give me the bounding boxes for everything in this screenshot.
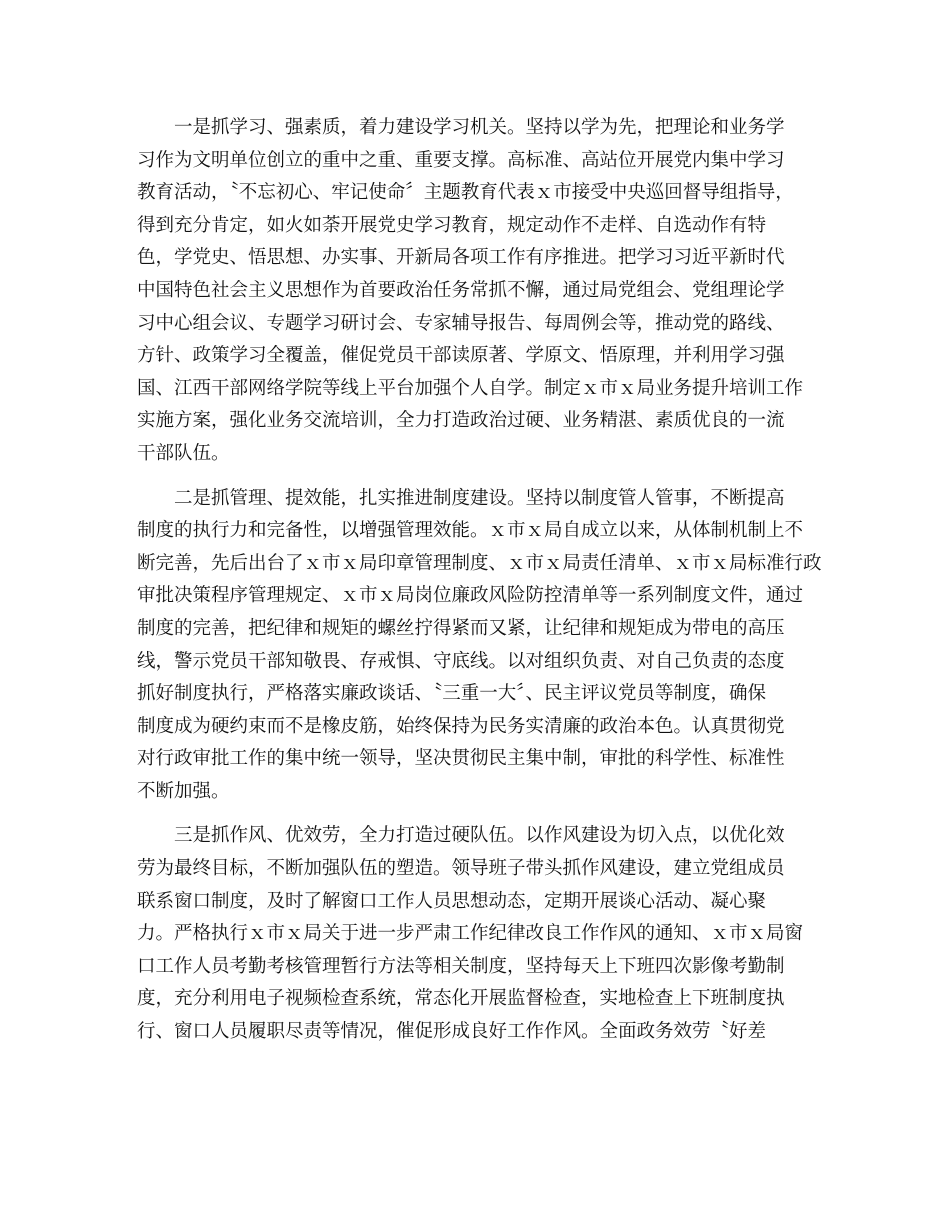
text-line: 断完善，先后出台了ｘ市ｘ局印章管理制度、ｘ市ｘ局责任清单、ｘ市ｘ局标准行政 (137, 552, 822, 574)
text-line: 线，警示党员干部知敬畏、存戒惧、守底线。以对组织负责、对自己负责的态度 (137, 650, 785, 672)
text-line: 国、江西干部网络学院等线上平台加强个人自学。制定ｘ市ｘ局业务提升培训工作 (137, 377, 804, 399)
text-line: 口工作人员考勤考核管理暂行方法等相关制度，坚持每天上下班四次影像考勤制 (137, 955, 785, 977)
text-line: 制度的执行力和完备性，以增强管理效能。ｘ市ｘ局自成立以来，从体制机制上不 (137, 520, 804, 542)
text-line: 得到充分肯定，如火如荼开展党史学习教育，规定动作不走样、自选动作有特 (137, 214, 767, 236)
text-line: 习中心组会议、专题学习研讨会、专家辅导报告、每周例会等，推动党的路线、 (137, 312, 785, 334)
paragraph-study (137, 112, 817, 471)
text-line: 力。严格执行ｘ市ｘ局关于进一步严肃工作纪律改良工作作风的通知、ｘ市ｘ局窗 (137, 923, 804, 945)
text-line: 三是抓作风、优效劳，全力打造过硬队伍。以作风建设为切入点，以优化效 (174, 825, 785, 847)
text-line: 一是抓学习、强素质，着力建设学习机关。坚持以学为先，把理论和业务学 (174, 117, 785, 138)
text-line: 制度的完善，把纪律和规矩的螺丝拧得紧而又紧，让纪律和规矩成为带电的高压 (137, 617, 785, 639)
text-line: 习作为文明单位创立的重中之重、重要支撑。高标准、高站位开展党内集中学习 (137, 149, 785, 171)
paragraph-work-style (137, 820, 817, 1048)
paragraph-management (137, 483, 822, 809)
text-line: 对行政审批工作的集中统一领导，坚决贯彻民主集中制，审批的科学性、标准性 (137, 748, 785, 770)
text-line: 行、窗口人员履职尽责等情况，催促形成良好工作作风。全面政务效劳〝好差 (137, 1021, 767, 1043)
text-line: 干部队伍。 (137, 442, 230, 464)
text-line: 实施方案，强化业务交流培训，全力打造政治过硬、业务精湛、素质优良的一流 (137, 410, 785, 432)
text-line: 方针、政策学习全覆盖，催促党员干部读原著、学原文、悟原理，并利用学习强 (137, 345, 785, 367)
text-line: 审批决策程序管理规定、ｘ市ｘ局岗位廉政风险防控清单等一系列制度文件，通过 (137, 585, 804, 607)
text-line: 教育活动，〝不忘初心、牢记使命〞主题教育代表ｘ市接受中央巡回督导组指导， (137, 182, 794, 204)
text-line: 度，充分利用电子视频检查系统，常态化开展监督检查，实地检查上下班制度执 (137, 988, 785, 1010)
text-line: 劳为最终目标，不断加强队伍的塑造。领导班子带头抓作风建设，建立党组成员 (137, 858, 785, 880)
text-line: 制度成为硬约束而不是橡皮筋，始终保持为民务实清廉的政治本色。认真贯彻党 (137, 715, 785, 737)
text-line: 二是抓管理、提效能，扎实推进制度建设。坚持以制度管人管事，不断提高 (174, 487, 785, 509)
text-line: 色，学党史、悟思想、办实事、开新局各项工作有序推进。把学习习近平新时代 (137, 247, 785, 269)
text-line: 抓好制度执行，严格落实廉政谈话、〝三重一大〞、民主评议党员等制度，确保 (137, 683, 767, 705)
text-line: 不断加强。 (137, 780, 230, 802)
document-body (137, 112, 822, 1049)
text-line: 联系窗口制度，及时了解窗口工作人员思想动态，定期开展谈心活动、凝心聚 (137, 890, 767, 912)
text-line: 中国特色社会主义思想作为首要政治任务常抓不懈，通过局党组会、党组理论学 (137, 279, 785, 301)
